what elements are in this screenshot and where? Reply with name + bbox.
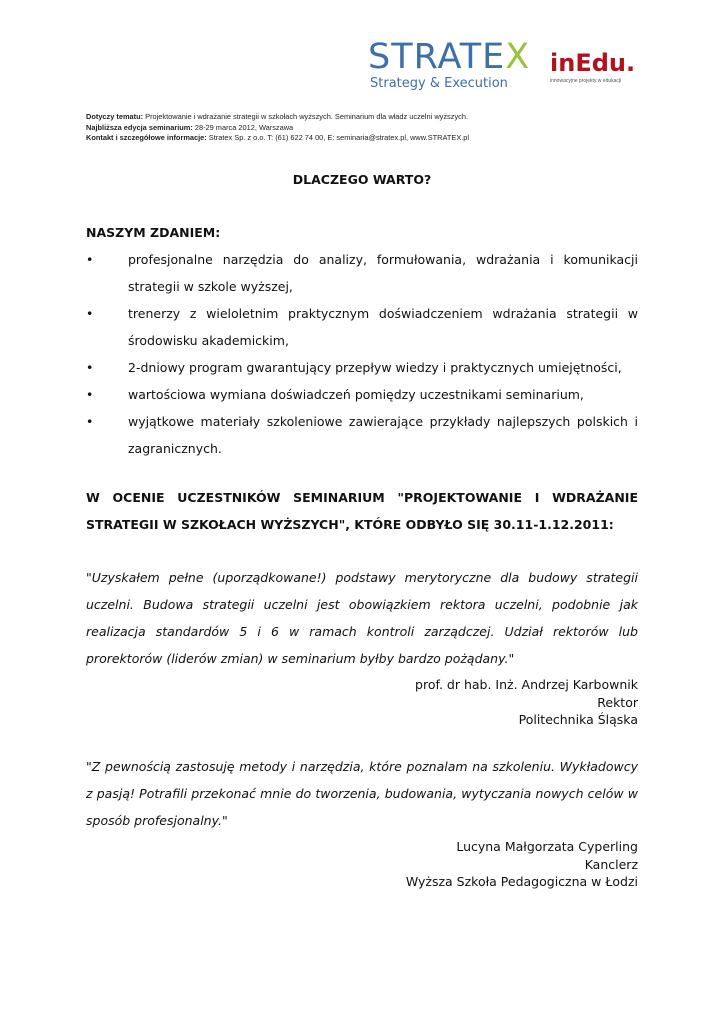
seminar-meta	[86, 112, 469, 144]
list-item: • wartościowa wymiana doświadczeń pomiędzy uczestnikami seminarium,	[86, 381, 638, 408]
testimonial-1	[86, 564, 638, 729]
signature-name: Lucyna Małgorzata Cyperling	[456, 839, 638, 854]
opinion-section	[86, 219, 638, 462]
stratex-logo: STRATEX	[368, 37, 531, 77]
testimonial-signature	[86, 838, 638, 891]
testimonial-quote: "Uzyskałem pełne (uporządkowane!) podstawy merytoryczne dla budowy strategii uczelni. Budowa strategii uczelni jest obowiązkiem rektora uczelni, podobnie jak realizacja standardów 5 i 6 w ramach kontroli zarządczej. Udział rektorów lub prorektorów (liderów zmian) w seminarium byłby bardzo pożądany."	[86, 570, 638, 666]
bullet-icon: •	[86, 306, 94, 321]
signature-role: Kanclerz	[584, 856, 638, 872]
bullet-icon: •	[86, 414, 94, 429]
opinion-title: NASZYM ZDANIEM:	[86, 225, 221, 240]
testimonial-2	[86, 753, 638, 891]
inedu-logo: inEdu.	[550, 49, 636, 77]
signature-institution: Wyższa Szkoła Pedagogiczna w Łodzi	[405, 874, 638, 889]
meta-topic: Dotyczy tematu: Projektowanie i wdrażanie strategii w szkołach wyższych. Seminarium dla władz uczelni wyższych.	[86, 112, 468, 121]
signature-role: Rektor	[597, 694, 638, 710]
bullet-icon: •	[86, 360, 94, 375]
testimonial-signature	[86, 676, 638, 729]
stratex-logo-x: X	[505, 37, 531, 77]
participants-heading: W OCENIE UCZESTNIKÓW SEMINARIUM "PROJEKTOWANIE I WDRAŻANIE STRATEGII W SZKOŁACH WYŻSZYCH", KTÓRE ODBYŁO SIĘ 30.11-1.12.2011:	[86, 490, 638, 532]
stratex-tagline: Strategy & Execution	[370, 76, 508, 91]
meta-contact: Kontakt i szczegółowe informacje: Stratex Sp. z o.o. T: (61) 622 74 00, E: seminaria@stratex.pl, www.STRATEX.pl	[86, 133, 470, 142]
signature-institution: Politechnika Śląska	[518, 712, 638, 727]
opinion-list	[86, 246, 638, 462]
inedu-tagline: innowacyjne projekty w edukacji	[550, 78, 622, 84]
list-item: • 2-dniowy program gwarantujący przepływ wiedzy i praktycznych umiejętności,	[86, 354, 638, 381]
page-title: DLACZEGO WARTO?	[292, 172, 432, 187]
signature-name: prof. dr hab. Inż. Andrzej Karbownik	[415, 677, 638, 692]
meta-edition: Najbliższa edycja seminarium: 28-29 marca 2012, Warszawa	[86, 122, 294, 132]
logos-area	[368, 37, 638, 100]
bullet-icon: •	[86, 252, 94, 267]
bullet-icon: •	[86, 387, 94, 402]
list-item: • trenerzy z wieloletnim praktycznym doświadczeniem wdrażania strategii w środowisku akademickim,	[86, 300, 638, 354]
testimonial-quote: "Z pewnością zastosuję metody i narzędzia, które poznalam na szkoleniu. Wykładowcy z pasją! Potrafili przekonać mnie do tworzenia, budowania, wytyczania nowych celów w sposób profesjonalny."	[86, 759, 638, 828]
list-item: • wyjątkowe materiały szkoleniowe zawierające przykłady najlepszych polskich i zagranicznych.	[86, 408, 638, 462]
list-item: • profesjonalne narzędzia do analizy, formułowania, wdrażania i komunikacji strategii w szkole wyższej,	[86, 246, 638, 300]
